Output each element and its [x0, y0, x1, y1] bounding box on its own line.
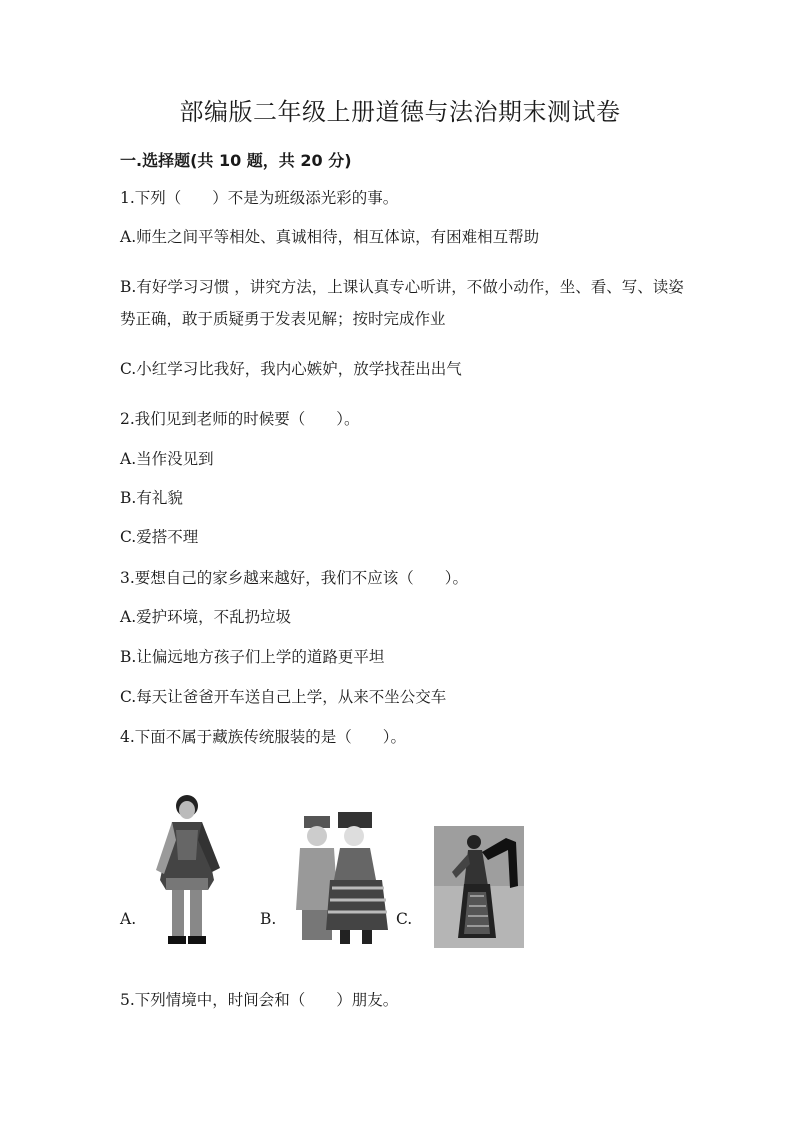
question-3-option-b: B.让偏远地方孩子们上学的道路更平坦	[120, 648, 385, 666]
question-3-option-c: C.每天让爸爸开车送自己上学，从来不坐公交车	[120, 688, 447, 706]
question-4-option-c-label: C.	[396, 910, 413, 928]
section-heading: 一.选择题(共 10 题，共 20 分)	[120, 151, 352, 170]
question-4-stem: 4.下面不属于藏族传统服装的是（ ）。	[120, 728, 407, 746]
question-4-image-options	[120, 790, 680, 960]
page-title: 部编版二年级上册道德与法治期末测试卷	[179, 98, 621, 126]
question-5-stem: 5.下列情境中，时间会和（ ）朋友。	[120, 991, 399, 1009]
question-3-stem: 3.要想自己的家乡越来越好，我们不应该（ ）。	[120, 569, 469, 587]
question-3-option-a: A.爱护环境，不乱扔垃圾	[120, 608, 292, 626]
ethnic-costume-couple-figure	[290, 810, 390, 950]
question-2-option-a: A.当作没见到	[120, 450, 214, 468]
tibetan-costume-man-figure	[142, 790, 232, 950]
question-4-option-b-label: B.	[260, 910, 277, 928]
question-4-option-a-label: A.	[120, 910, 137, 928]
question-1-option-a: A.师生之间平等相处、真诚相待，相互体谅，有困难相互帮助	[120, 228, 540, 246]
question-1-stem: 1.下列（ ）不是为班级添光彩的事。	[120, 189, 399, 207]
question-2-option-b: B.有礼貌	[120, 489, 183, 507]
dancer-long-sleeves-figure	[434, 826, 524, 948]
question-2-option-c: C.爱搭不理	[120, 528, 199, 546]
question-1-option-c: C.小红学习比我好，我内心嫉妒，放学找茬出出气	[120, 360, 462, 378]
question-2-stem: 2.我们见到老师的时候要（ ）。	[120, 410, 360, 428]
question-1-option-b: B.有好学习习惯 ，讲究方法，上课认真专心听讲，不做小动作，坐、看、写、读姿势正确，敢于质疑勇于发表见解；按时完成作业	[120, 278, 684, 328]
